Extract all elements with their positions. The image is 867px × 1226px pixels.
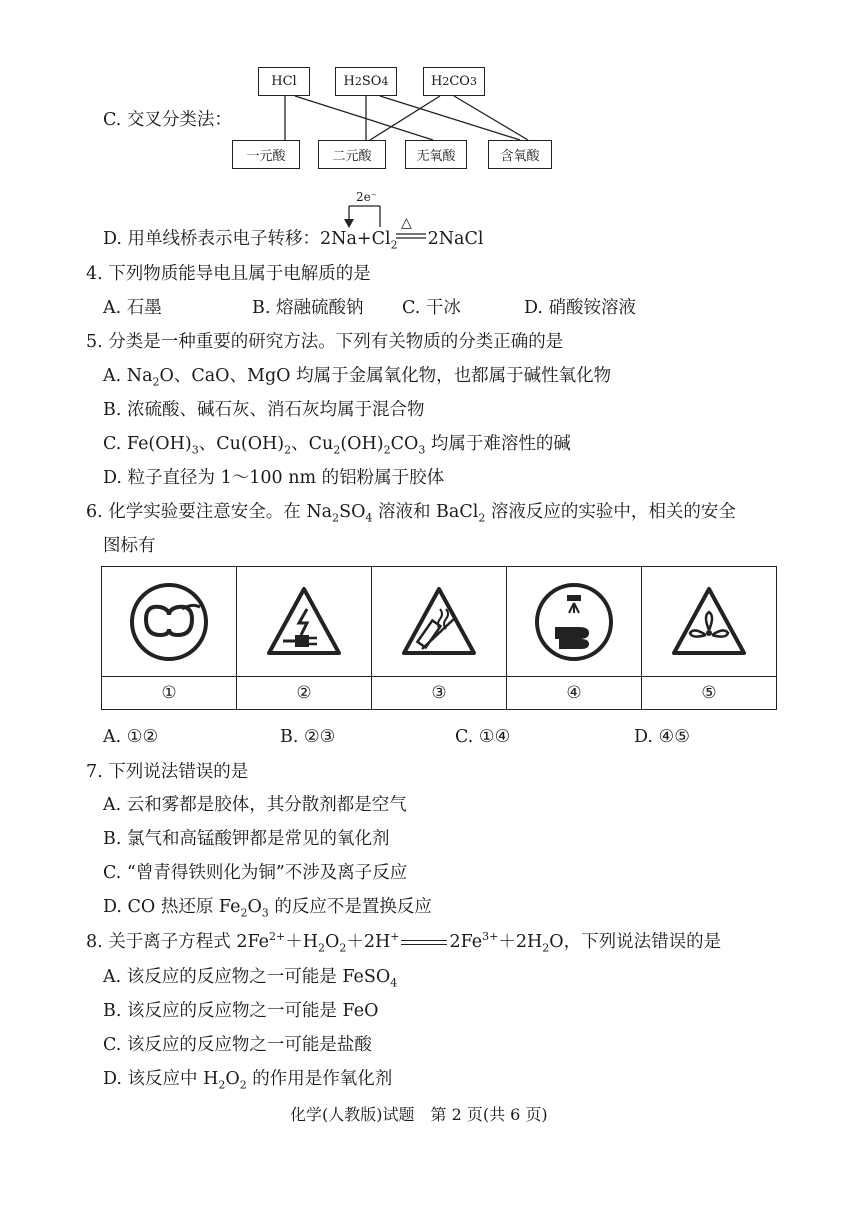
safety-cell-3 xyxy=(372,567,507,677)
q5-option-c: C. $Fe(OH)_3$、$Cu(OH)_2$、$Cu_2(OH)_2CO_3$ 均属于难溶性的碱 xyxy=(103,434,571,457)
q7-option-a: A. 云和雾都是胶体，其分散剂都是空气 xyxy=(103,795,407,815)
safety-cell-5 xyxy=(642,567,777,677)
page-footer: 化学(人教版)试题 第 2 页(共 6 页) xyxy=(290,1105,548,1124)
safety-cell-1 xyxy=(102,567,237,677)
q8-option-b: B. 该反应的反应物之一可能是 FeO xyxy=(103,1001,379,1021)
q6-stem-line2: 图标有 xyxy=(103,536,156,556)
icon-number-5: ⑤ xyxy=(642,677,777,710)
q7-option-d: D. CO 热还原 $Fe_2O_3$ 的反应不是置换反应 xyxy=(103,897,432,920)
q4-option-c: C. 干冰 xyxy=(402,298,461,318)
q4-option-b: B. 熔融硫酸钠 xyxy=(252,298,364,318)
q8-stem-post: ，下列说法错误的是 xyxy=(563,932,722,952)
class-label: 二元酸 xyxy=(332,149,372,164)
q6-option-a: A. ①② xyxy=(103,727,159,747)
heat-condition: △ xyxy=(401,215,412,231)
q8-option-d: D. 该反应中 $H_2O_2$ 的作用是作氧化剂 xyxy=(103,1069,393,1092)
class-label: 含氧酸 xyxy=(500,149,540,164)
q8-option-c: C. 该反应的反应物之一可能是盐酸 xyxy=(103,1035,372,1055)
equation-left: 2Na+Cl xyxy=(320,229,391,249)
electric-safety-icon xyxy=(259,577,349,667)
q7-option-d-post: 的反应不是置换反应 xyxy=(268,897,432,917)
electron-bridge-arrow xyxy=(0,0,867,240)
q5-option-b: B. 浓硫酸、碱石灰、消石灰均属于混合物 xyxy=(103,400,425,420)
equation-right: 2NaCl xyxy=(427,229,484,249)
q8-option-a: A. 该反应的反应物之一可能是 FeSO$_4$ xyxy=(103,967,398,990)
icon-number-3: ③ xyxy=(372,677,507,710)
q8-option-d-pre: D. 该反应中 H xyxy=(103,1069,219,1089)
acid-box-h2co3: H 2 CO 3 xyxy=(423,67,485,96)
q8-stem-pre: 8. 关于离子方程式 2Fe xyxy=(86,932,269,952)
goggles-safety-icon xyxy=(124,577,214,667)
q6-stem-mid: 溶液和 BaCl xyxy=(372,502,479,522)
wash-hands-safety-icon xyxy=(529,577,619,667)
safety-cell-4 xyxy=(507,567,642,677)
q5-option-c-text: 均属于难溶性的碱 xyxy=(430,434,571,454)
q6-option-c: C. ①④ xyxy=(455,727,511,747)
q5-option-d: D. 粒子直径为 1～100 nm 的铝粉属于胶体 xyxy=(103,468,445,488)
q6-option-b: B. ②③ xyxy=(280,727,336,747)
q3-option-c-label: C. 交叉分类法： xyxy=(103,110,232,130)
q6-stem-post: 溶液反应的实验中，相关的安全 xyxy=(485,502,736,522)
q8-stem: 8. 关于离子方程式 $2Fe^{2+}+H_2O_2+2H^+$ $2Fe^{3+}+2H_2O$，下列说法错误的是 xyxy=(86,930,722,955)
q5-stem: 5. 分类是一种重要的研究方法。下列有关物质的分类正确的是 xyxy=(86,332,564,352)
q4-stem: 4. 下列物质能导电且属于电解质的是 xyxy=(86,264,371,284)
q7-option-d-pre: D. CO 热还原 Fe xyxy=(103,897,241,917)
q8-option-a-text: A. 该反应的反应物之一可能是 FeSO xyxy=(103,967,391,987)
q4-option-d: D. 硝酸铵溶液 xyxy=(524,298,637,318)
electron-label: 2e⁻ xyxy=(356,190,378,204)
safety-cell-2 xyxy=(237,567,372,677)
q6-option-d: D. ④⑤ xyxy=(634,727,690,747)
q4-option-a: A. 石墨 xyxy=(103,298,162,318)
q7-option-c: C. “曾青得铁则化为铜”不涉及离子反应 xyxy=(103,863,408,883)
icon-number-4: ④ xyxy=(507,677,642,710)
q5-option-a: A. $Na_2O$、CaO、MgO 均属于金属氧化物，也都属于碱性氧化物 xyxy=(103,366,612,389)
icon-number-2: ② xyxy=(237,677,372,710)
q8-option-d-post: 的作用是作氧化剂 xyxy=(246,1069,393,1089)
safety-icon-table xyxy=(101,566,777,710)
q6-stem: 6. 化学实验要注意安全。在 $Na_2SO_4$ 溶液和 BaCl$_2$ 溶液反应的实验中，相关的安全 xyxy=(86,502,736,525)
class-label: 无氧酸 xyxy=(416,149,456,164)
ventilation-fan-safety-icon xyxy=(664,577,754,667)
q5-option-a-text: 均属于金属氧化物，也都属于碱性氧化物 xyxy=(296,366,612,386)
acid-label: HCl xyxy=(271,74,297,89)
q7-option-b: B. 氯气和高锰酸钾都是常见的氧化剂 xyxy=(103,829,390,849)
q3-option-d-label: D. 用单线桥表示电子转移： xyxy=(103,229,321,249)
class-label: 一元酸 xyxy=(246,149,286,164)
q3-option-d: D. 用单线桥表示电子转移：$2Na+Cl_2$ 2NaCl xyxy=(103,229,484,252)
q7-stem: 7. 下列说法错误的是 xyxy=(86,762,249,782)
hot-surface-safety-icon xyxy=(394,577,484,667)
icon-number-1: ① xyxy=(102,677,237,710)
acid-box-h2so4: H 2 SO 4 xyxy=(335,67,397,96)
q6-stem-pre: 6. 化学实验要注意安全。在 Na xyxy=(86,502,333,522)
